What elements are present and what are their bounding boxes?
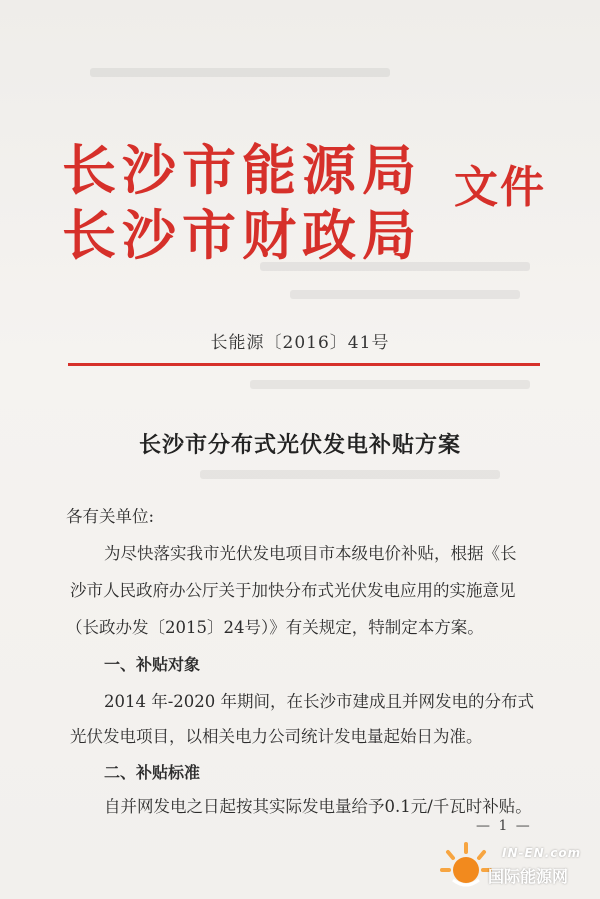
watermark-site-name: 国际能源网	[488, 867, 569, 886]
intro-line-1: 为尽快落实我市光伏发电项目市本级电价补贴，根据《长	[104, 544, 517, 563]
watermark-domain: IN-EN.com	[502, 846, 582, 860]
page-number: — 1 —	[476, 818, 532, 834]
sun-logo-icon	[440, 840, 492, 892]
issuer-line-1: 长沙市能源局	[62, 138, 422, 202]
bleed-through-line	[250, 380, 530, 389]
section-1-line-2: 光伏发电项目，以相关电力公司统计发电量起始日为准。	[70, 727, 483, 746]
section-1-heading: 一、补贴对象	[104, 655, 201, 674]
bleed-through-line	[90, 68, 390, 77]
document-title: 长沙市分布式光伏发电补贴方案	[138, 432, 461, 458]
intro-line-2: 沙市人民政府办公厅关于加快分布式光伏发电应用的实施意见	[70, 581, 516, 600]
section-1-line-1: 2014 年-2020 年期间，在长沙市建成且并网发电的分布式	[104, 692, 535, 711]
site-watermark	[440, 838, 600, 898]
section-2-heading: 二、补贴标准	[104, 763, 201, 782]
bleed-through-line	[200, 470, 500, 479]
salutation: 各有关单位:	[66, 507, 155, 526]
issuer-line-2: 长沙市财政局	[62, 203, 422, 267]
issuer-suffix: 文件	[454, 162, 546, 213]
section-2-line-1: 自并网发电之日起按其实际发电量给予0.1元/千瓦时补贴。	[104, 797, 532, 816]
red-divider	[68, 363, 540, 366]
bleed-through-line	[290, 290, 520, 299]
intro-line-3: （长政办发〔2015〕24号）》有关规定，特制定本方案。	[66, 618, 484, 637]
document-number: 长能源〔2016〕41号	[210, 333, 390, 353]
